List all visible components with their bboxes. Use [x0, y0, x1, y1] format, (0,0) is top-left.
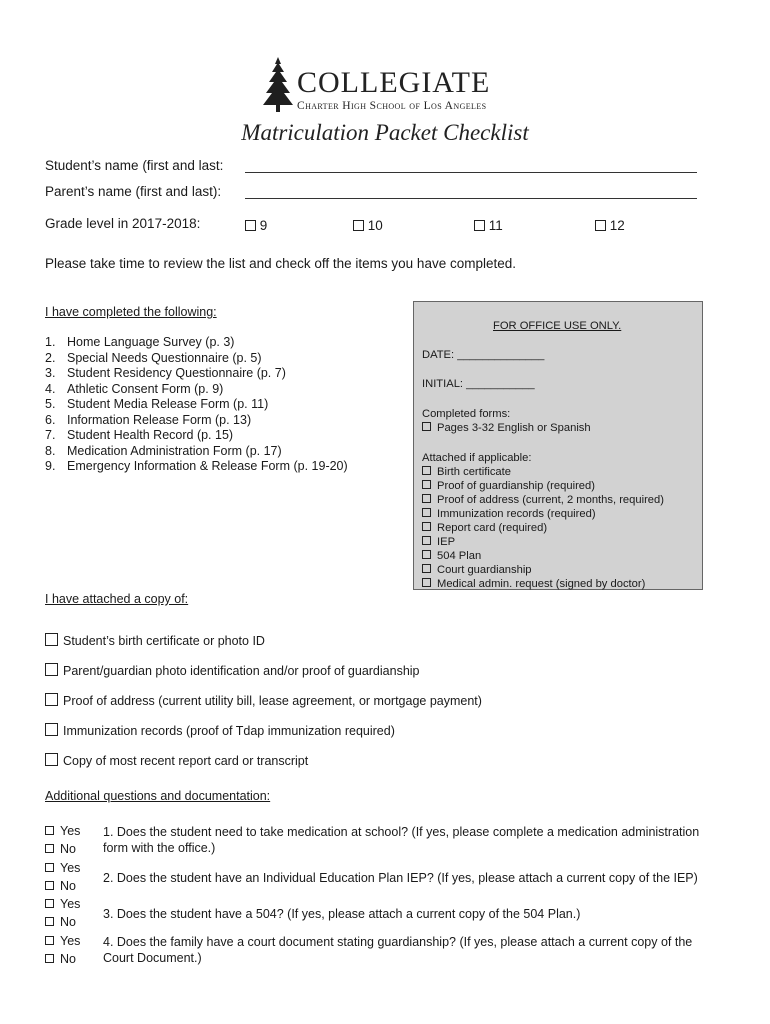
list-item: 8. Medication Administration Form (p. 17) [45, 443, 282, 458]
q3-yes-option[interactable]: Yes [45, 897, 80, 911]
q1-yes-option[interactable]: Yes [45, 824, 80, 838]
office-attached-item[interactable]: Immunization records (required) [422, 508, 596, 520]
checkbox-icon[interactable] [45, 663, 58, 676]
grade-level-label: Grade level in 2017-2018: [45, 216, 201, 231]
checkbox-icon[interactable] [422, 480, 431, 489]
office-completed-item[interactable]: Pages 3-32 English or Spanish [422, 422, 591, 434]
grade-option-9[interactable] [245, 218, 267, 233]
instructions-text: Please take time to review the list and check off the items you have completed. [45, 256, 516, 271]
attached-item[interactable]: Proof of address (current utility bill, lease agreement, or mortgage payment) [45, 693, 482, 708]
attached-item[interactable]: Parent/guardian photo identification and/or proof of guardianship [45, 663, 420, 678]
office-attached-item[interactable]: 504 Plan [422, 550, 481, 562]
attached-heading: I have attached a copy of: [45, 592, 189, 606]
q3-no-option[interactable]: No [45, 915, 76, 929]
question-2: 2. Does the student have an Individual Education Plan IEP? (If yes, please attach a current copy of the IEP) [103, 871, 698, 885]
list-item: 1. Home Language Survey (p. 3) [45, 335, 235, 349]
list-item: 9. Emergency Information & Release Form (p. 19-20) [45, 459, 348, 473]
checkbox-icon[interactable] [422, 550, 431, 559]
grade-10-label: 10 [367, 218, 383, 233]
checkbox-icon[interactable] [422, 578, 431, 587]
checkbox-icon[interactable] [474, 220, 485, 231]
checkbox-icon[interactable] [422, 494, 431, 503]
grade-9-label: 9 [259, 218, 268, 233]
q4-no-option[interactable]: No [45, 952, 76, 966]
tree-logo-icon [262, 57, 294, 113]
parent-name-label: Parent’s name (first and last): [45, 184, 222, 199]
office-use-box [413, 301, 703, 590]
office-completed-heading: Completed forms: [422, 408, 511, 420]
checkbox-icon[interactable] [422, 564, 431, 573]
question-3: 3. Does the student have a 504? (If yes, please attach a current copy of the 504 Plan.) [103, 907, 581, 921]
checkbox-icon[interactable] [45, 936, 54, 945]
list-item: 5. Student Media Release Form (p. 11) [45, 397, 269, 411]
q2-no-option[interactable]: No [45, 879, 76, 893]
question-4: 4. Does the family have a court document stating guardianship? (If yes, please attach a current copy of the Court Document.) [103, 935, 693, 965]
checkbox-icon[interactable] [422, 422, 431, 431]
list-item: 3. Student Residency Questionnaire (p. 7) [45, 366, 286, 380]
checkbox-icon[interactable] [45, 826, 54, 835]
page-title: Matriculation Packet Checklist [241, 120, 529, 145]
q4-yes-option[interactable]: Yes [45, 934, 80, 948]
checkbox-icon[interactable] [422, 508, 431, 517]
attached-item[interactable]: Immunization records (proof of Tdap immunization required) [45, 723, 395, 738]
brand-name: COLLEGIATE [297, 66, 491, 99]
checkbox-icon[interactable] [45, 633, 58, 646]
list-item: 6. Information Release Form (p. 13) [45, 412, 252, 427]
attached-item[interactable]: Student’s birth certificate or photo ID [45, 633, 265, 648]
office-title: FOR OFFICE USE ONLY. [493, 320, 622, 332]
office-date-field[interactable]: DATE: ______________ [422, 349, 545, 361]
student-name-label: Student’s name (first and last: [45, 158, 224, 173]
checkbox-icon[interactable] [45, 954, 54, 963]
grade-option-10[interactable] [353, 218, 383, 233]
attached-item[interactable]: Copy of most recent report card or transcript [45, 753, 308, 768]
grade-11-label: 11 [488, 218, 503, 233]
student-name-field[interactable] [245, 172, 697, 173]
completed-heading: I have completed the following: [45, 305, 217, 319]
checkbox-icon[interactable] [422, 466, 431, 475]
office-attached-item[interactable]: Proof of guardianship (required) [422, 480, 595, 492]
questions-heading: Additional questions and documentation: [45, 789, 271, 803]
checkbox-icon[interactable] [245, 220, 256, 231]
checkbox-icon[interactable] [422, 522, 431, 531]
brand-subtitle: Charter High School of Los Angeles [297, 100, 487, 112]
grade-option-11[interactable] [474, 218, 503, 233]
grade-12-label: 12 [609, 218, 625, 233]
office-initial-field[interactable]: INITIAL: ___________ [422, 378, 535, 390]
checkbox-icon[interactable] [45, 863, 54, 872]
office-attached-item[interactable]: Medical admin. request (signed by doctor) [422, 578, 645, 590]
checkbox-icon[interactable] [45, 844, 54, 853]
office-attached-item[interactable]: Proof of address (current, 2 months, required) [422, 494, 664, 506]
checkbox-icon[interactable] [45, 753, 58, 766]
grade-option-12[interactable] [595, 218, 625, 233]
checkbox-icon[interactable] [45, 917, 54, 926]
office-attached-item[interactable]: Court guardianship [422, 564, 532, 576]
office-attached-heading: Attached if applicable: [422, 452, 532, 464]
completed-forms-list [45, 335, 348, 475]
checkbox-icon[interactable] [45, 899, 54, 908]
checkbox-icon[interactable] [422, 536, 431, 545]
checkbox-icon[interactable] [353, 220, 364, 231]
office-attached-item[interactable]: Report card (required) [422, 522, 547, 534]
list-item: 7. Student Health Record (p. 15) [45, 428, 234, 442]
checkbox-icon[interactable] [45, 881, 54, 890]
office-attached-item[interactable]: Birth certificate [422, 466, 511, 478]
checkbox-icon[interactable] [45, 723, 58, 736]
q2-yes-option[interactable]: Yes [45, 861, 80, 875]
parent-name-field[interactable] [245, 198, 697, 199]
office-attached-item[interactable]: IEP [422, 536, 455, 548]
list-item: 4. Athletic Consent Form (p. 9) [45, 381, 224, 396]
question-1: 1. Does the student need to take medication at school? (If yes, please complete a medication administration form with the office.) [103, 825, 700, 855]
q1-no-option[interactable]: No [45, 842, 76, 856]
list-item: 2. Special Needs Questionnaire (p. 5) [45, 350, 262, 365]
checkbox-icon[interactable] [595, 220, 606, 231]
checkbox-icon[interactable] [45, 693, 58, 706]
